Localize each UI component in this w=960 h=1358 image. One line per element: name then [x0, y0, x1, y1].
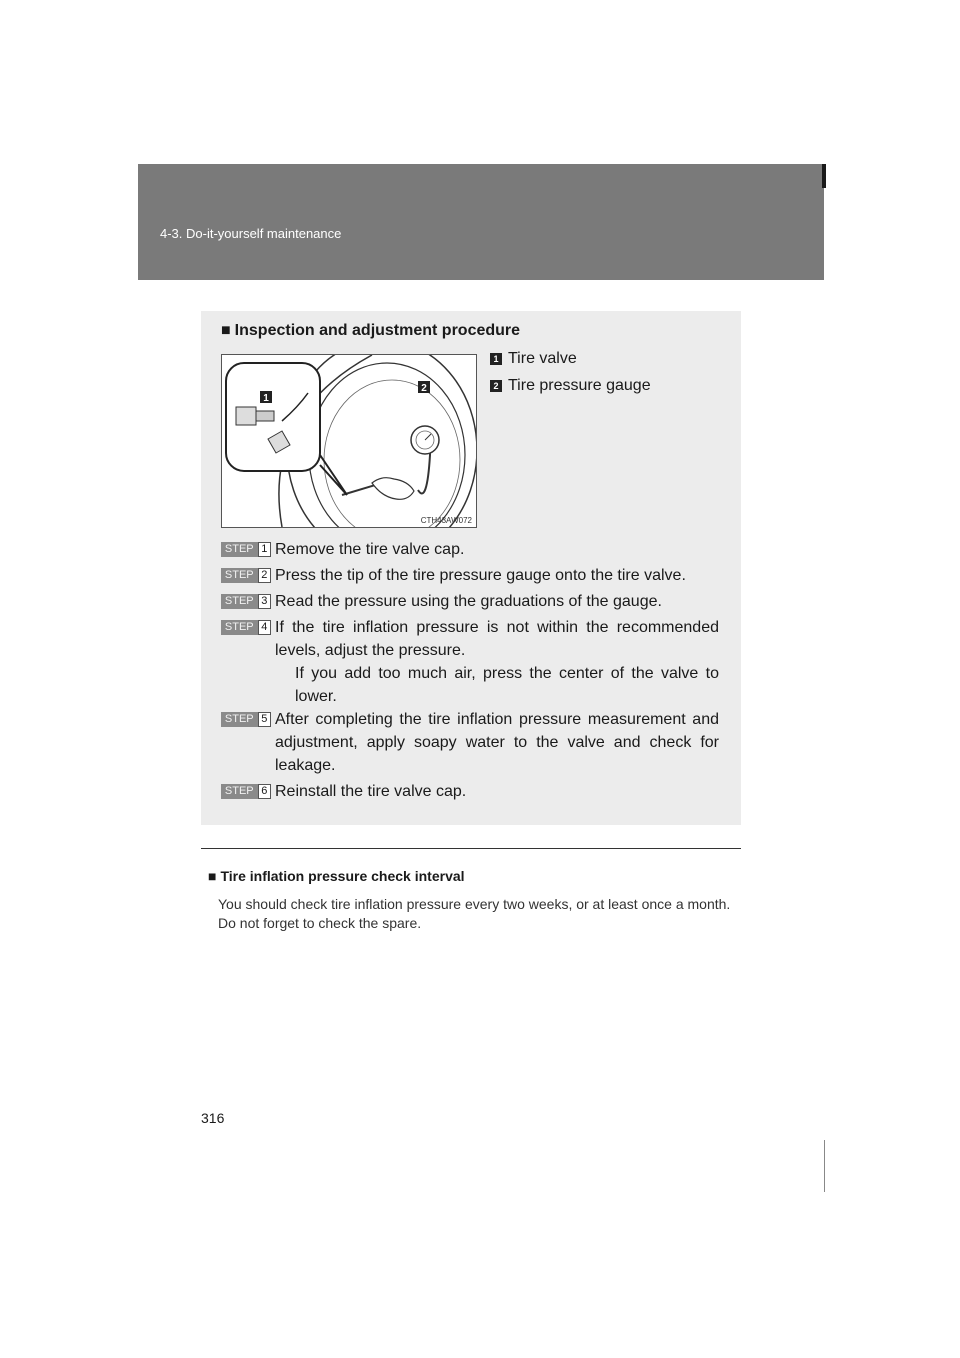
tire-rim	[309, 363, 465, 527]
step-1	[221, 538, 719, 561]
gauge-hose	[418, 450, 430, 493]
callout-1	[490, 350, 577, 368]
step-badge: STEP 5	[221, 712, 271, 727]
figure-code: CTH43AW072	[420, 516, 472, 525]
callout-2-label: Tire pressure gauge	[508, 377, 651, 394]
note-title-text: Tire inflation pressure check interval	[220, 868, 465, 884]
page-number: 316	[201, 1110, 225, 1126]
step-4-line-2: If you add too much air, press the center of the valve to lower.	[295, 665, 719, 705]
step-6-text: Reinstall the tire valve cap.	[275, 783, 467, 800]
step-badge: STEP 2	[221, 568, 271, 583]
callout-2	[490, 377, 651, 395]
section-divider	[201, 848, 741, 849]
edge-mark	[824, 1140, 825, 1192]
header-band	[138, 164, 824, 280]
heading-text: Inspection and adjustment procedure	[234, 322, 521, 339]
step-2	[221, 564, 719, 587]
section-title: 4-3. Do-it-yourself maintenance	[160, 226, 342, 241]
callout-marker-2: 2	[421, 383, 427, 394]
step-badge: STEP 3	[221, 594, 271, 609]
tire-valve-illustration	[221, 354, 477, 528]
valve-body-icon	[236, 407, 256, 425]
corner-mark	[822, 164, 826, 188]
step-3-text: Read the pressure using the graduations of the gauge.	[275, 593, 662, 610]
note-bullet: ■	[208, 868, 217, 884]
callout-1-label: Tire valve	[508, 350, 577, 367]
step-5-text: After completing the tire inflation pressure measurement and adjustment, apply soapy water to the valve and check for leakage.	[275, 711, 719, 774]
step-4	[221, 616, 719, 708]
tire-inner	[324, 380, 460, 527]
hand-icon	[372, 478, 414, 500]
step-5	[221, 708, 719, 777]
note-title	[208, 868, 465, 884]
step-1-text: Remove the tire valve cap.	[275, 541, 465, 558]
callout-marker-1: 1	[263, 393, 269, 404]
heading-bullet: ■	[221, 322, 231, 339]
step-badge: STEP 6	[221, 784, 271, 799]
note-body	[218, 895, 736, 933]
procedure-heading	[221, 322, 520, 340]
callout-1-number: 1	[490, 353, 502, 365]
step-3	[221, 590, 719, 613]
callout-2-number: 2	[490, 380, 502, 392]
step-2-text: Press the tip of the tire pressure gauge onto the tire valve.	[275, 567, 686, 584]
note-paragraph-2: Do not forget to check the spare.	[218, 915, 422, 931]
note-paragraph-1: You should check tire inflation pressure every two weeks, or at least once a month.	[218, 896, 731, 912]
step-4-text	[275, 616, 719, 708]
step-6	[221, 780, 719, 803]
step-4-line-1: If the tire inflation pressure is not within the recommended levels, adjust the pressure.	[275, 619, 719, 659]
step-badge: STEP 4	[221, 620, 271, 635]
step-badge: STEP 1	[221, 542, 271, 557]
